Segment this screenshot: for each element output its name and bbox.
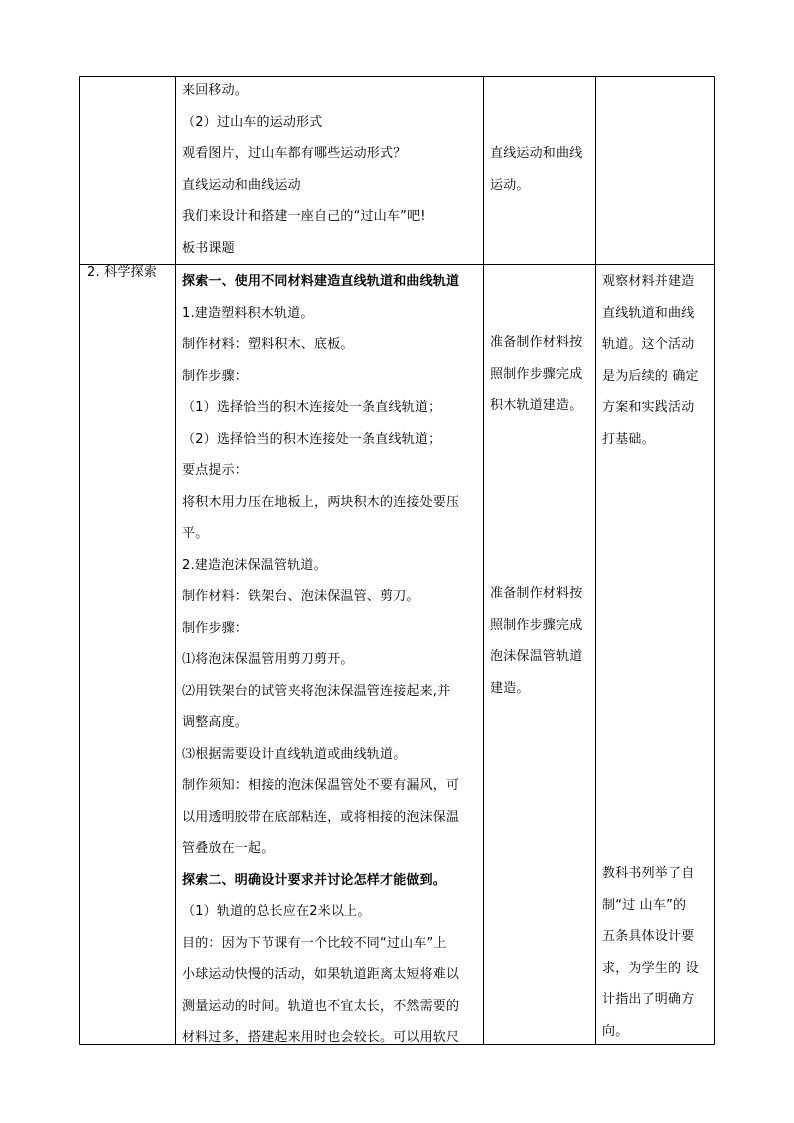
- text-line: 准备制作材料按: [490, 586, 583, 601]
- text-line: 教科书列举了自: [602, 866, 695, 881]
- text-line: 将积木用力压在地板上，两块积木的连接处要压: [182, 494, 460, 510]
- text-line: 观察材料并建造: [602, 274, 695, 289]
- text-line: 来回移动。: [182, 83, 249, 98]
- section-heading: 探索一、使用不同材料建造直线轨道和曲线轨道: [182, 274, 460, 289]
- row2-intent-block-1: [602, 266, 712, 455]
- text-line: （1）选择恰当的积木连接处一条直线轨道；: [182, 400, 442, 415]
- row2-intent-block-2: [602, 858, 712, 1047]
- section-heading: 探索二、明确设计要求并讨论怎样才能做到。: [182, 872, 447, 888]
- text-line: 直线运动和曲线运动: [182, 177, 301, 193]
- text-line: 照制作步骤完成: [490, 617, 583, 633]
- text-line: 2.建造泡沫保温管轨道。: [182, 557, 327, 573]
- text-line: 准备制作材料按: [490, 335, 583, 350]
- text-line: 制作须知：相接的泡沫保温管处不要有漏风，可: [182, 778, 460, 793]
- text-line: 计指出了明确方: [602, 992, 695, 1007]
- row2-student-block-1: [490, 327, 592, 422]
- stage-label: 2. 科学探索: [87, 265, 157, 280]
- text-line: 建造。: [490, 680, 530, 696]
- text-line: 制作步骤：: [182, 620, 249, 636]
- text-line: 积木轨道建造。: [490, 398, 583, 413]
- row2-content-cell: [182, 266, 480, 1054]
- text-line: 平。: [182, 526, 209, 541]
- text-line: 测量运动的时间。轨道也不宜太长，不然需要的: [182, 998, 460, 1014]
- row2-student-block-2: [490, 578, 592, 704]
- text-line: 观看图片，过山车都有哪些运动形式？: [182, 146, 407, 161]
- row1-student-cell: [490, 138, 592, 201]
- text-line: 制作步骤：: [182, 368, 249, 384]
- text-line: 打基础。: [602, 431, 655, 447]
- text-line: ⑶根据需要设计直线轨道或曲线轨道。: [182, 746, 407, 762]
- text-line: 直线轨道和曲线: [602, 305, 695, 321]
- text-line: 轨道。这个活动: [602, 337, 695, 352]
- text-line: 制作材料：塑料积木、底板。: [182, 337, 354, 352]
- text-line: 向。: [602, 1023, 629, 1039]
- text-line: 1.建造塑料积木轨道。: [182, 305, 314, 321]
- text-line: ⑵用铁架台的试管夹将泡沫保温管连接起来,并: [182, 683, 451, 699]
- text-line: 泡沫保温管轨道: [490, 649, 583, 664]
- text-line: 是为后续的 确定: [602, 368, 699, 384]
- text-line: （2）选择恰当的积木连接处一条直线轨道；: [182, 431, 442, 447]
- text-line: （2）过山车的运动形式: [182, 114, 323, 130]
- text-line: 运动。: [490, 177, 530, 193]
- text-line: 五条具体设计要: [602, 929, 695, 944]
- text-line: 以用透明胶带在底部粘连，或将相接的泡沫保温: [182, 809, 460, 825]
- text-line: 我们来设计和搭建一座自己的“过山车”吧!: [182, 209, 426, 224]
- text-line: 小球运动快慢的活动，如果轨道距离太短将难以: [182, 967, 460, 982]
- text-line: 制“过 山车”的: [602, 897, 687, 913]
- text-line: ⑴将泡沫保温管用剪刀剪开。: [182, 652, 354, 667]
- text-line: 管叠放在一起。: [182, 841, 275, 856]
- text-line: 方案和实践活动: [602, 400, 695, 415]
- row1-content-cell: [182, 75, 480, 264]
- text-line: 求，为学生的 设: [602, 960, 699, 976]
- text-line: 目的：因为下节课有一个比较不同“过山车”上: [182, 935, 447, 951]
- text-line: 照制作步骤完成: [490, 366, 583, 382]
- text-line: 板书课题: [182, 240, 235, 256]
- text-line: 材料过多，搭建起来用时也会较长。可以用软尺: [182, 1030, 460, 1045]
- text-line: 制作材料：铁架台、泡沫保温管、剪刀。: [182, 589, 420, 604]
- text-line: （1）轨道的总长应在2米以上。: [182, 904, 371, 919]
- text-line: 直线运动和曲线: [490, 146, 583, 161]
- text-line: 要点提示：: [182, 463, 249, 478]
- text-line: 调整高度。: [182, 715, 249, 730]
